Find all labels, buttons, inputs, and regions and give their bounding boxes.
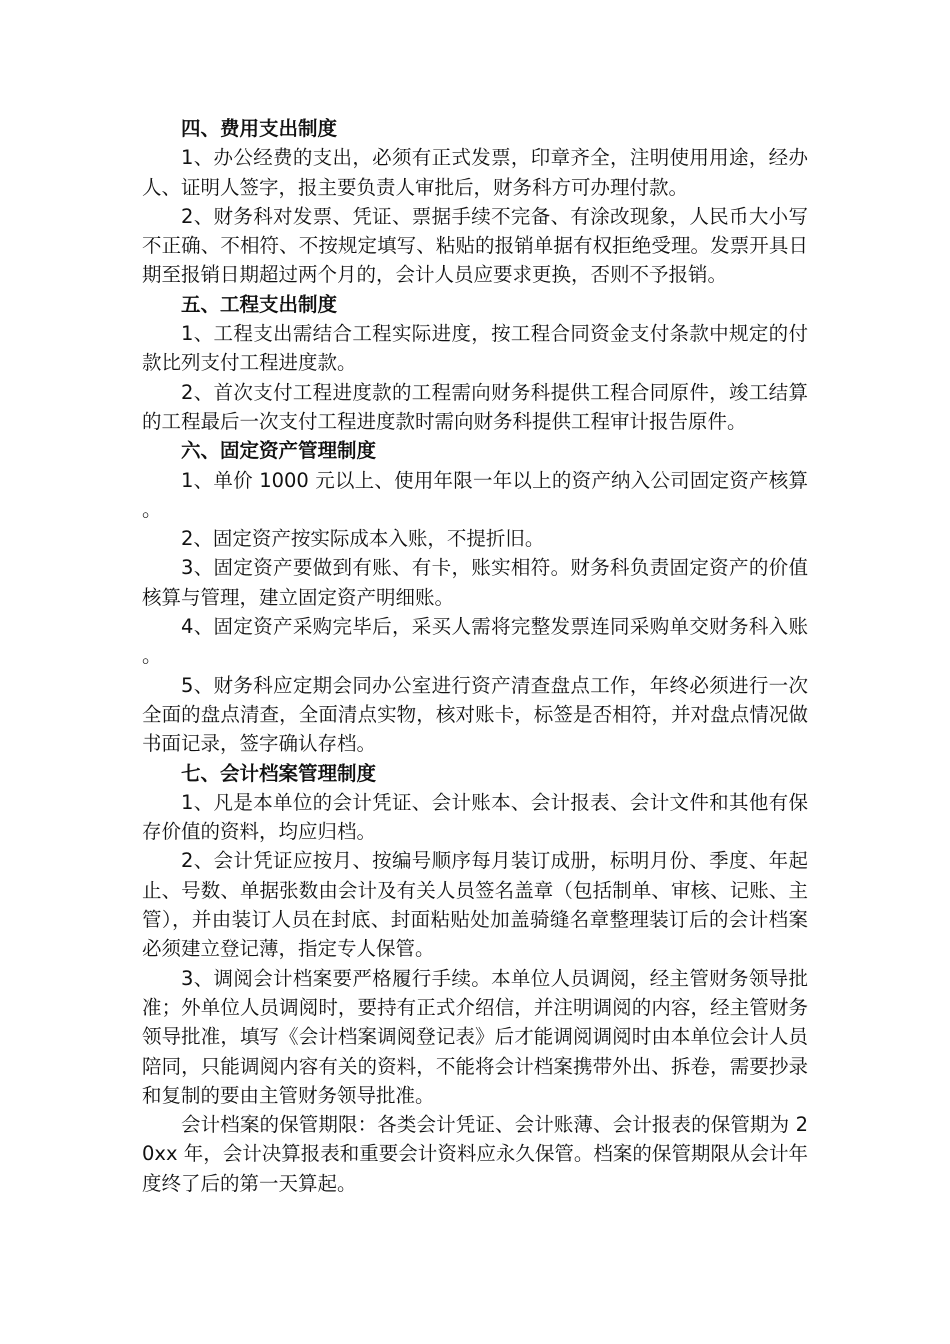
paragraph: 3、调阅会计档案要严格履行手续。本单位人员调阅，经主管财务领导批准；外单位人员调阅时，要持有正式介绍信，并注明调阅的内容，经主管财务领导批准，填写《会计档案调阅登记表》后才能调阅调阅时由本单位会计人员陪同，只能调阅内容有关的资料，不能将会计档案携带外出、拆卷，需要抄录和复制的要由主管财务领导批准。 xyxy=(142,966,808,1107)
document-page xyxy=(142,114,808,1198)
section-heading-expense: 四、费用支出制度 xyxy=(181,117,338,140)
paragraph: 2、固定资产按实际成本入账，不提折旧。 xyxy=(181,527,545,551)
paragraph: 2、首次支付工程进度款的工程需向财务科提供工程合同原件，竣工结算的工程最后一次支付工程进度款时需向财务科提供工程审计报告原件。 xyxy=(142,380,808,433)
paragraph: 1、工程支出需结合工程实际进度，按工程合同资金支付条款中规定的付款比列支付工程进度款。 xyxy=(142,322,808,375)
paragraph: 2、财务科对发票、凭证、票据手续不完备、有涂改现象，人民币大小写不正确、不相符、不按规定填写、粘贴的报销单据有权拒绝受理。发票开具日期至报销日期超过两个月的，会计人员应要求更换，否则不予报销。 xyxy=(142,204,808,287)
paragraph: 1、凡是本单位的会计凭证、会计账本、会计报表、会计文件和其他有保存价值的资料，均应归档。 xyxy=(142,790,808,844)
section-heading-accounting-archives: 七、会计档案管理制度 xyxy=(181,761,377,785)
section-heading-engineering: 五、工程支出制度 xyxy=(181,292,338,316)
paragraph: 1、办公经费的支出，必须有正式发票，印章齐全，注明使用用途，经办人、证明人签字，报主要负责人审批后，财务科方可办理付款。 xyxy=(142,146,808,199)
paragraph: 5、财务科应定期会同办公室进行资产清查盘点工作，年终必须进行一次全面的盘点清查，全面清点实物，核对账卡，标签是否相符，并对盘点情况做书面记录，签字确认存档。 xyxy=(142,673,808,756)
paragraph: 3、固定资产要做到有账、有卡，账实相符。财务科负责固定资产的价值核算与管理，建立固定资产明细账。 xyxy=(142,556,808,609)
paragraph: 会计档案的保管期限：各类会计凭证、会计账薄、会计报表的保管期为 20xx 年，会计决算报表和重要会计资料应永久保管。档案的保管期限从会计年度终了后的第一天算起。 xyxy=(142,1113,808,1195)
paragraph: 4、固定资产采购完毕后，采买人需将完整发票连同采购单交财务科入账。 xyxy=(142,615,808,668)
paragraph: 2、会计凭证应按月、按编号顺序每月装订成册，标明月份、季度、年起止、号数、单据张数由会计及有关人员签名盖章（包括制单、审核、记账、主管），并由装订人员在封底、封面粘贴处加盖骑缝名章整理装订后的会计档案必须建立登记薄，指定专人保管。 xyxy=(142,849,808,961)
section-heading-fixed-assets: 六、固定资产管理制度 xyxy=(181,439,377,463)
paragraph: 1、单价 1000 元以上、使用年限一年以上的资产纳入公司固定资产核算。 xyxy=(142,468,808,521)
